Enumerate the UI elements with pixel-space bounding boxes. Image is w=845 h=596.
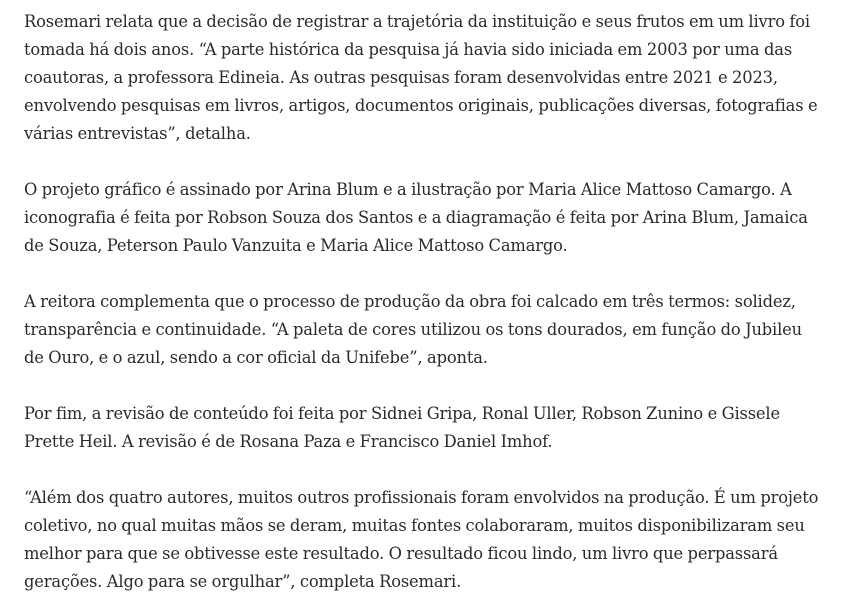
paragraph-content-review: Por fim, a revisão de conteúdo foi feita por Sidnei Gripa, Ronal Uller, Robson Zunino e Gissele Prette Heil. A revisão é de Rosana Paza e Francisco Daniel Imhof. <box>24 404 780 451</box>
paragraph-closing-quote: “Além dos quatro autores, muitos outros profissionais foram envolvidos na produção. É um projeto coletivo, no qual muitas mãos se deram, muitas fontes colaboraram, muitos disponibilizaram seu melhor para que se obtivesse este resultado. O resultado ficou lindo, um livro que perpassará gerações. Algo para se orgulhar”, completa Rosemari. <box>24 488 819 591</box>
paragraph-book-decision: Rosemari relata que a decisão de registrar a trajetória da instituição e seus frutos em um livro foi tomada há dois anos. “A parte histórica da pesquisa já havia sido iniciada em 2003 por uma das coautoras, a professora Edineia. As outras pesquisas foram desenvolvidas entre 2021 e 2023, envolvendo pesquisas em livros, artigos, documentos originais, publicações diversas, fotografias e várias entrevistas”, detalha. <box>24 12 818 143</box>
paragraph-production-process: A reitora complementa que o processo de produção da obra foi calcado em três termos: solidez, transparência e continuidade. “A paleta de cores utilizou os tons dourados, em função do Jubileu de Ouro, e o azul, sendo a cor oficial da Unifebe”, aponta. <box>24 292 802 367</box>
paragraph-graphic-project: O projeto gráfico é assinado por Arina Blum e a ilustração por Maria Alice Mattoso Camargo. A iconografia é feita por Robson Souza dos Santos e a diagramação é feita por Arina Blum, Jamaica de Souza, Peterson Paulo Vanzuita e Maria Alice Mattoso Camargo. <box>24 180 808 255</box>
article-body <box>24 8 824 596</box>
